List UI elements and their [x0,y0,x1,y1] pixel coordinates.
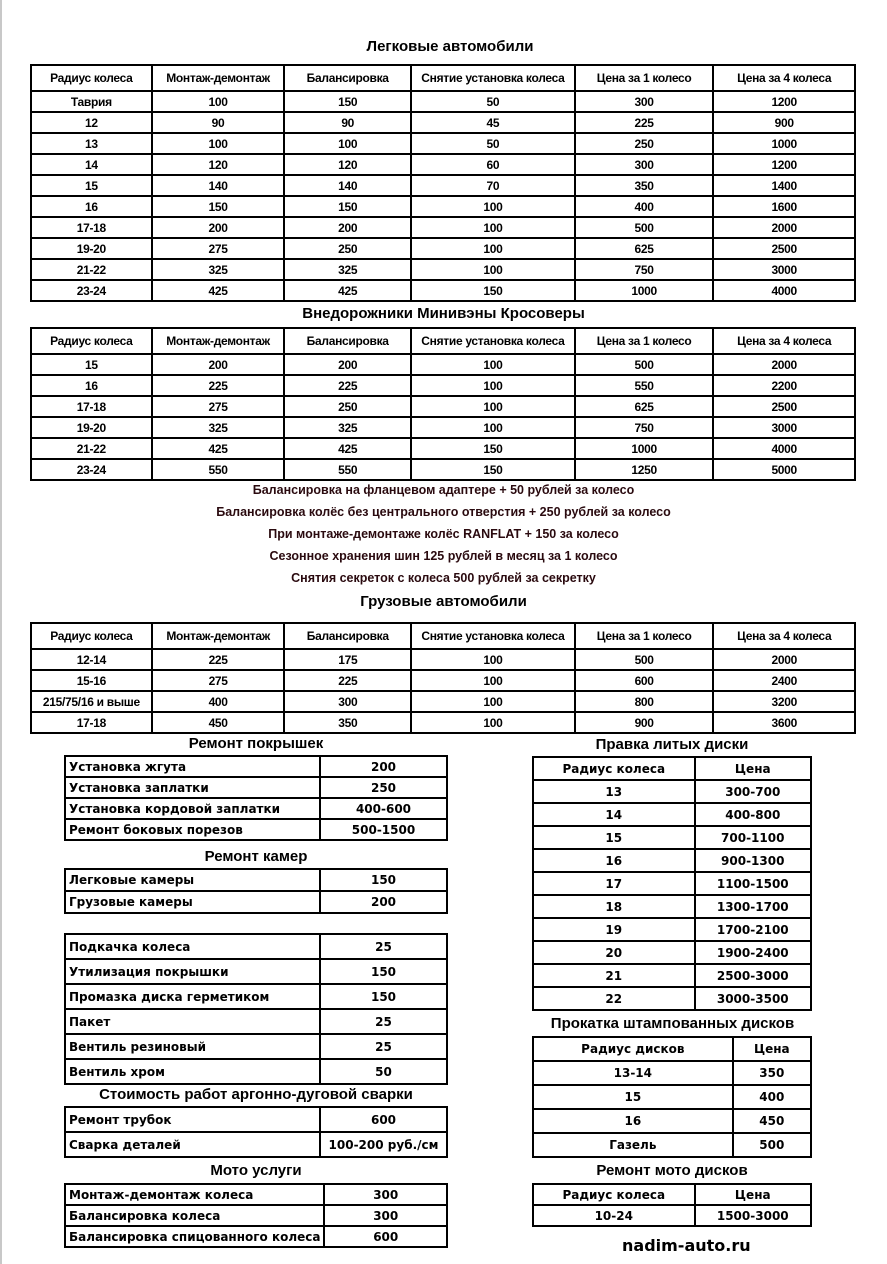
table-cell: 175 [284,649,411,670]
alloy-title: Правка литых диски [595,736,749,753]
table-cell: 90 [284,112,411,133]
table-cell: 150 [320,869,447,891]
column-header: Радиус колеса [533,1184,695,1205]
table-cell: 150 [284,196,411,217]
table-cell: 225 [284,670,411,691]
table-cell: 225 [575,112,714,133]
table-cell: 15 [31,175,152,196]
table-row [65,1132,447,1157]
table-cell: 2000 [713,217,855,238]
suv-title: Внедорожники Минивэны Кросоверы [302,305,585,322]
column-header: Цена за 4 колеса [713,65,855,91]
table-cell: 300 [575,91,714,112]
table-cell: 225 [152,375,285,396]
table-cell: 500-1500 [320,819,447,840]
column-header: Снятие установка колеса [411,328,575,354]
table-cell: 400-600 [320,798,447,819]
table-cell: 120 [284,154,411,175]
table-cell: 150 [411,280,575,301]
table-cell: 100 [411,396,575,417]
table-row [533,780,811,803]
table-cell: 350 [575,175,714,196]
table-cell: Ремонт трубок [65,1107,320,1132]
table-cell: 17 [533,872,695,895]
table-cell: Подкачка колеса [65,934,320,959]
table-row [31,649,855,670]
table-cell: 4000 [713,438,855,459]
table-cell: 23-24 [31,459,152,480]
table-row [31,133,855,154]
table-cell: 3200 [713,691,855,712]
table-row [533,987,811,1010]
table-cell: 22 [533,987,695,1010]
table-cell: 150 [152,196,285,217]
tire-repair-table [64,755,448,841]
table-cell: 3000 [713,259,855,280]
table-cell: 625 [575,238,714,259]
table-cell: 425 [284,280,411,301]
table-cell: 250 [575,133,714,154]
table-cell: 140 [152,175,285,196]
table-cell: 350 [284,712,411,733]
header-row [533,1184,811,1205]
table-row [65,959,447,984]
table-cell: Монтаж-демонтаж колеса [65,1184,324,1205]
table-cell: 150 [411,459,575,480]
column-header: Цена [733,1037,811,1061]
table-cell: 325 [152,417,285,438]
table-row [31,175,855,196]
table-cell: 1900-2400 [695,941,811,964]
note-item: Балансировка колёс без центрального отверстия + 250 рублей за колесо [216,505,671,519]
cars-title: Легковые автомобили [366,38,534,55]
table-row [533,1205,811,1226]
table-cell: 150 [320,959,447,984]
table-cell: 100 [411,259,575,280]
header-row [31,623,855,649]
page-edge [0,0,2,1264]
trucks-title: Грузовые автомобили [360,593,527,610]
table-cell: Ремонт боковых порезов [65,819,320,840]
table-row [65,1009,447,1034]
column-header: Балансировка [284,623,411,649]
welding-table [64,1106,448,1158]
table-cell: 21 [533,964,695,987]
table-cell: 90 [152,112,285,133]
table-cell: 625 [575,396,714,417]
header-row [31,328,855,354]
column-header: Цена за 4 колеса [713,623,855,649]
table-cell: 100 [411,354,575,375]
table-row [31,217,855,238]
table-cell: 600 [575,670,714,691]
table-cell: 50 [411,91,575,112]
table-cell: 4000 [713,280,855,301]
table-row [31,259,855,280]
table-cell: 100 [411,196,575,217]
table-cell: 100 [411,691,575,712]
table-cell: Установка жгута [65,756,320,777]
table-cell: Грузовые камеры [65,891,320,913]
table-cell: 600 [324,1226,447,1247]
table-cell: 45 [411,112,575,133]
table-cell: 215/75/16 и выше [31,691,152,712]
table-cell: 425 [152,438,285,459]
table-cell: 5000 [713,459,855,480]
table-cell: 21-22 [31,259,152,280]
table-cell: 300 [324,1205,447,1226]
table-cell: 13 [533,780,695,803]
table-cell: 425 [284,438,411,459]
table-row [65,1184,447,1205]
table-row [31,712,855,733]
table-cell: 300 [575,154,714,175]
table-cell: 25 [320,1034,447,1059]
table-cell: 500 [575,649,714,670]
trucks-table [30,622,856,734]
table-cell: 1200 [713,91,855,112]
table-row [31,154,855,175]
table-cell: Утилизация покрышки [65,959,320,984]
table-row [533,941,811,964]
table-cell: 225 [284,375,411,396]
note-item: Снятия секреток с колеса 500 рублей за секретку [291,571,596,585]
header-row [533,1037,811,1061]
table-cell: 70 [411,175,575,196]
table-cell: 500 [575,217,714,238]
column-header: Монтаж-демонтаж [152,623,285,649]
column-header: Цена [695,1184,811,1205]
table-cell: 300 [324,1184,447,1205]
table-row [31,112,855,133]
table-row [65,777,447,798]
table-row [31,196,855,217]
table-cell: 550 [575,375,714,396]
table-cell: 18 [533,895,695,918]
table-cell: 100 [152,91,285,112]
table-cell: 2000 [713,354,855,375]
table-cell: 100 [411,238,575,259]
table-cell: Таврия [31,91,152,112]
table-cell: 225 [152,649,285,670]
table-cell: 23-24 [31,280,152,301]
table-cell: 60 [411,154,575,175]
table-cell: 100 [284,133,411,154]
table-row [65,819,447,840]
table-cell: 900-1300 [695,849,811,872]
table-cell: Установка кордовой заплатки [65,798,320,819]
table-cell: Вентиль хром [65,1059,320,1084]
table-row [533,872,811,895]
table-cell: 25 [320,934,447,959]
table-row [31,396,855,417]
table-cell: 50 [320,1059,447,1084]
column-header: Снятие установка колеса [411,623,575,649]
table-cell: 50 [411,133,575,154]
table-row [533,1061,811,1085]
table-cell: 400 [733,1085,811,1109]
table-row [31,417,855,438]
table-cell: 425 [152,280,285,301]
table-row [533,895,811,918]
header-row [31,65,855,91]
table-cell: 20 [533,941,695,964]
table-cell: 100 [411,217,575,238]
table-row [31,375,855,396]
table-cell: 100 [411,670,575,691]
table-cell: 400 [152,691,285,712]
note-item: Сезонное хранения шин 125 рублей в месяц за 1 колесо [269,549,618,563]
table-cell: 140 [284,175,411,196]
column-header: Радиус дисков [533,1037,733,1061]
site-url[interactable]: nadim-auto.ru [622,1236,751,1255]
table-cell: Пакет [65,1009,320,1034]
table-row [31,238,855,259]
table-cell: 200 [152,217,285,238]
table-row [533,964,811,987]
table-cell: 25 [320,1009,447,1034]
column-header: Цена за 1 колесо [575,623,714,649]
column-header: Радиус колеса [31,65,152,91]
table-cell: 325 [284,417,411,438]
table-cell: 1000 [575,438,714,459]
table-cell: 16 [31,375,152,396]
table-cell: 150 [411,438,575,459]
table-row [533,918,811,941]
stamped-table [532,1036,812,1158]
table-cell: 100 [152,133,285,154]
table-cell: 900 [575,712,714,733]
alloy-table [532,756,812,1011]
table-cell: Балансировка спицованного колеса [65,1226,324,1247]
table-row [533,849,811,872]
table-cell: 275 [152,238,285,259]
table-cell: 1700-2100 [695,918,811,941]
table-cell: 900 [713,112,855,133]
table-cell: 16 [31,196,152,217]
welding-title: Стоимость работ аргонно-дуговой сварки [99,1086,413,1103]
table-cell: 400 [575,196,714,217]
moto-disc-title: Ремонт мото дисков [596,1162,748,1179]
table-cell: 19-20 [31,238,152,259]
table-cell: 17-18 [31,712,152,733]
table-cell: 1200 [713,154,855,175]
table-cell: 1400 [713,175,855,196]
table-cell: Вентиль резиновый [65,1034,320,1059]
table-cell: 600 [320,1107,447,1132]
table-cell: 200 [320,756,447,777]
table-cell: 350 [733,1061,811,1085]
misc-services-table [64,933,448,1085]
column-header: Цена за 1 колесо [575,328,714,354]
table-cell: 250 [320,777,447,798]
table-cell: 15 [533,1085,733,1109]
table-cell: 17-18 [31,396,152,417]
table-cell: 19 [533,918,695,941]
table-cell: 2500 [713,238,855,259]
table-cell: 450 [733,1109,811,1133]
header-row [533,757,811,780]
table-cell: 1000 [575,280,714,301]
table-row [65,1205,447,1226]
tube-repair-table [64,868,448,914]
table-row [533,1133,811,1157]
table-cell: Промазка диска герметиком [65,984,320,1009]
table-cell: 300 [284,691,411,712]
table-cell: 200 [284,354,411,375]
table-cell: 500 [733,1133,811,1157]
table-row [31,354,855,375]
table-row [31,691,855,712]
column-header: Цена за 4 колеса [713,328,855,354]
table-cell: 12 [31,112,152,133]
table-cell: 2000 [713,649,855,670]
table-cell: Газель [533,1133,733,1157]
table-row [65,891,447,913]
table-row [31,91,855,112]
table-cell: 750 [575,259,714,280]
table-row [65,756,447,777]
table-cell: 12-14 [31,649,152,670]
table-cell: 100-200 руб./см [320,1132,447,1157]
table-cell: 200 [284,217,411,238]
table-cell: 300-700 [695,780,811,803]
table-cell: 1000 [713,133,855,154]
column-header: Монтаж-демонтаж [152,65,285,91]
cars-table [30,64,856,302]
table-cell: 19-20 [31,417,152,438]
suv-table [30,327,856,481]
table-cell: Легковые камеры [65,869,320,891]
table-cell: 15-16 [31,670,152,691]
table-cell: 100 [411,417,575,438]
column-header: Снятие установка колеса [411,65,575,91]
table-row [533,826,811,849]
table-cell: 800 [575,691,714,712]
table-cell: 1500-3000 [695,1205,811,1226]
table-cell: 16 [533,1109,733,1133]
table-cell: 2500-3000 [695,964,811,987]
column-header: Цена за 1 колесо [575,65,714,91]
table-cell: 1300-1700 [695,895,811,918]
table-cell: 250 [284,238,411,259]
column-header: Радиус колеса [31,623,152,649]
table-cell: 275 [152,396,285,417]
table-cell: Балансировка колеса [65,1205,324,1226]
table-cell: 3600 [713,712,855,733]
table-cell: 250 [284,396,411,417]
table-cell: 550 [284,459,411,480]
table-cell: 150 [284,91,411,112]
column-header: Радиус колеса [31,328,152,354]
table-cell: 2500 [713,396,855,417]
table-cell: 325 [152,259,285,280]
table-cell: 150 [320,984,447,1009]
table-row [65,1226,447,1247]
table-cell: 200 [320,891,447,913]
table-cell: 10-24 [533,1205,695,1226]
table-cell: 14 [533,803,695,826]
column-header: Радиус колеса [533,757,695,780]
moto-table [64,1183,448,1248]
table-cell: 2400 [713,670,855,691]
note-item: Балансировка на фланцевом адаптере + 50 рублей за колесо [252,483,635,497]
table-row [31,670,855,691]
table-row [31,280,855,301]
table-cell: 1600 [713,196,855,217]
table-cell: 15 [31,354,152,375]
table-cell: 1100-1500 [695,872,811,895]
table-cell: 200 [152,354,285,375]
table-row [65,984,447,1009]
table-cell: 14 [31,154,152,175]
column-header: Балансировка [284,65,411,91]
table-cell: 21-22 [31,438,152,459]
table-row [65,934,447,959]
table-row [65,798,447,819]
table-cell: 17-18 [31,217,152,238]
table-cell: Сварка деталей [65,1132,320,1157]
table-cell: 16 [533,849,695,872]
table-cell: 100 [411,375,575,396]
table-row [533,1085,811,1109]
tire-repair-title: Ремонт покрышек [188,735,324,752]
column-header: Монтаж-демонтаж [152,328,285,354]
table-cell: 3000-3500 [695,987,811,1010]
table-cell: 15 [533,826,695,849]
column-header: Балансировка [284,328,411,354]
table-cell: 13-14 [533,1061,733,1085]
moto-title: Мото услуги [210,1162,302,1179]
table-cell: 750 [575,417,714,438]
table-cell: 400-800 [695,803,811,826]
table-cell: 500 [575,354,714,375]
note-item: При монтаже-демонтаже колёс RANFLAT + 150 за колесо [268,527,619,541]
table-cell: 1250 [575,459,714,480]
table-row [65,1034,447,1059]
moto-disc-table [532,1183,812,1227]
table-cell: 120 [152,154,285,175]
table-cell: 450 [152,712,285,733]
notes-list [0,479,887,589]
table-cell: 550 [152,459,285,480]
table-row [65,1059,447,1084]
stamped-title: Прокатка штампованных дисков [550,1015,795,1032]
table-cell: 3000 [713,417,855,438]
table-cell: 700-1100 [695,826,811,849]
table-cell: Установка заплатки [65,777,320,798]
table-row [31,459,855,480]
table-cell: 275 [152,670,285,691]
column-header: Цена [695,757,811,780]
tube-repair-title: Ремонт камер [204,848,308,865]
table-cell: 100 [411,712,575,733]
table-row [65,869,447,891]
table-cell: 100 [411,649,575,670]
table-row [65,1107,447,1132]
table-row [533,803,811,826]
table-cell: 13 [31,133,152,154]
table-cell: 2200 [713,375,855,396]
table-row [533,1109,811,1133]
table-row [31,438,855,459]
table-cell: 325 [284,259,411,280]
